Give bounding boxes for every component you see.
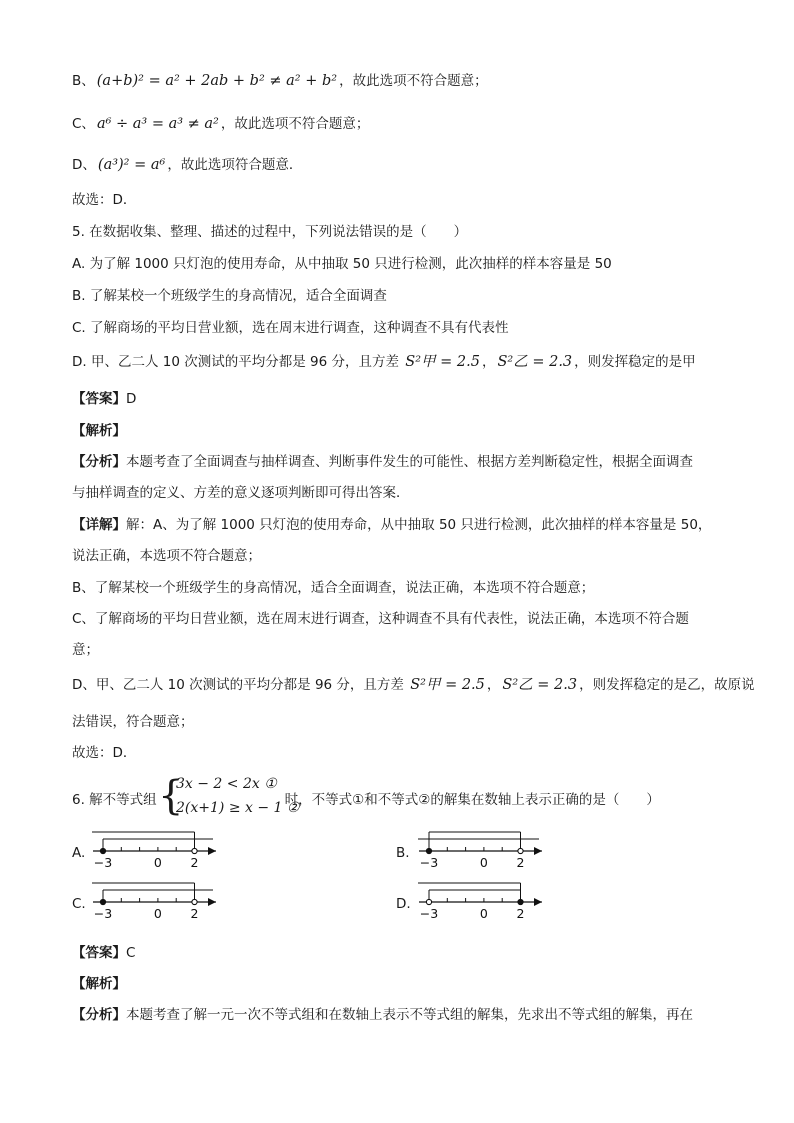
option-c-label: C、 [72,116,95,132]
open-point [518,848,523,853]
q5-detail-line-2: 说法正确，本选项不符合题意； [72,548,261,564]
solid-point [100,848,105,853]
open-point [192,899,197,904]
q6-answer [72,943,722,963]
number-line-d [414,877,554,923]
q5-detail-line-5: 意； [72,642,99,658]
solution-ray [92,883,195,902]
analysis-text: 本题考查了全面调查与抽样调查、判断事件发生的可能性、根据方差判断稳定性，根据全面调查 [126,454,693,470]
number-line-c [88,877,228,923]
solid-point [100,899,105,904]
axis-arrow [208,898,216,906]
formula: (a³)² = a⁶ [97,157,166,173]
q5-option-a: A. 为了解 1000 只灯泡的使用寿命，从中抽取 50 只进行检测，此次抽样的样本容量是 50 [72,256,612,272]
tick-label: −3 [419,855,439,870]
tick-label: −3 [419,906,439,921]
q5-answer [72,389,722,409]
q5-analysis-line-2: 与抽样调查的定义、方差的意义逐项判断即可得出答案． [72,485,410,501]
q5-detail-line-3: B、了解某校一个班级学生的身高情况，适合全面调查，说法正确，本选项不符合题意； [72,580,595,596]
inequality-2: 2(x+1) ≥ x − 1 ② [176,800,300,816]
answer-value: C [126,945,136,961]
answer-tag: 【答案】 [72,391,126,407]
solution-ray [418,883,521,902]
tick-label: 2 [190,906,199,921]
axis-arrow [534,847,542,855]
solid-point [518,899,523,904]
option-text: ，故此选项不符合题意； [220,116,370,132]
formula: a⁶ ÷ a³ = a³ ≠ a² [96,116,219,132]
analysis-tag: 【解析】 [72,976,126,992]
separator: ， [481,354,496,370]
q6-analysis [72,1005,722,1025]
detail-tag: 【详解】 [72,517,126,533]
option-text: D. 甲、乙二人 10 次测试的平均分都是 96 分，且方差 [72,354,404,370]
inequality-1: 3x − 2 < 2x ① [176,776,277,792]
q5-detail-line-4: C、了解商场的平均日营业额，选在周末进行调查，这种调查不具有代表性，说法正确，本选项不符合题 [72,611,689,627]
option-d-solution [72,155,722,175]
q5-detail-line-7: 法错误，符合题意； [72,714,194,730]
solution-ray [92,832,195,851]
fenxi-tag: 【分析】 [72,1007,126,1023]
option-c-solution [72,114,722,134]
q5-detail-line-1 [72,515,722,535]
open-point [426,899,431,904]
option-d-label: D. [396,896,411,912]
q5-analysis-line-1 [72,452,722,472]
analysis-text: 本题考查了解一元一次不等式组和在数轴上表示不等式组的解集，先求出不等式组的解集，再在 [126,1007,693,1023]
answer-tag: 【答案】 [72,945,126,961]
solid-point [426,848,431,853]
tick-label: 0 [153,906,162,921]
variance-yi: S²乙 = 2.3 [497,354,573,370]
open-point [192,848,197,853]
option-c-label: C. [72,896,86,912]
separator: ， [486,677,501,693]
number-line-b [414,826,554,872]
tick-label: 2 [516,906,525,921]
option-b-solution [72,71,722,91]
number-line-a [88,826,228,872]
option-text: ，故此选项不符合题意； [339,73,488,89]
detail-text: D、甲、乙二人 10 次测试的平均分都是 96 分，且方差 [72,677,409,693]
variance-yi: S²乙 = 2.3 [502,677,578,693]
tick-label: −3 [93,855,113,870]
fenxi-tag: 【分析】 [72,454,126,470]
axis-arrow [208,847,216,855]
variance-jia: S²甲 = 2.5 [405,354,480,370]
q5-detail-line-6 [72,675,755,695]
tick-label: 0 [479,855,488,870]
q5-final-answer: 故选：D． [72,745,137,761]
system-brace: { [158,773,184,819]
tick-label: 2 [516,855,525,870]
tick-label: 0 [479,906,488,921]
option-text: ，则发挥稳定的是甲 [574,354,696,370]
q6-prefix: 6. 解不等式组 [72,792,157,808]
tick-label: 2 [190,855,199,870]
q5-stem: 5. 在数据收集、整理、描述的过程中，下列说法错误的是（ ） [72,224,468,240]
detail-text: ，则发挥稳定的是乙，故原说 [579,677,755,693]
variance-jia: S²甲 = 2.5 [410,677,485,693]
axis-arrow [534,898,542,906]
q5-option-d [72,352,722,372]
option-a-label: A. [72,845,86,861]
solution-ray [429,890,521,902]
option-b-label: B、 [72,73,95,89]
q5-option-c: C. 了解商场的平均日营业额，选在周末进行调查，这种调查不具有代表性 [72,320,509,336]
q6-suffix: 时，不等式①和不等式②的解集在数轴上表示正确的是（ ） [284,792,660,808]
analysis-tag: 【解析】 [72,423,126,439]
tick-label: 0 [153,855,162,870]
option-text: ，故此选项符合题意． [167,157,303,173]
detail-text: 解：A、为了解 1000 只灯泡的使用寿命，从中抽取 50 只进行检测，此次抽样的样本容量是 50， [126,517,712,533]
solution-ray [429,832,521,851]
option-b-label: B. [396,845,410,861]
formula: (a+b)² = a² + 2ab + b² ≠ a² + b² [96,73,338,89]
tick-label: −3 [93,906,113,921]
option-d-label: D、 [72,157,96,173]
q5-option-b: B. 了解某校一个班级学生的身高情况，适合全面调查 [72,288,387,304]
previous-answer: 故选：D． [72,192,137,208]
answer-value: D [126,391,137,407]
